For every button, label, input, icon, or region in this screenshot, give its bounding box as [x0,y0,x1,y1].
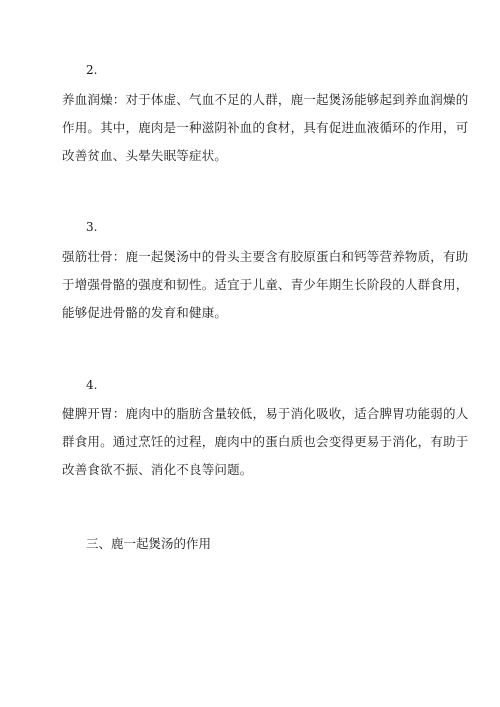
section-heading: 三、鹿一起煲汤的作用 [86,536,212,551]
paragraph-line: 于增强骨骼的强度和韧性。适宜于儿童、青少年期生长阶段的人群食用， [62,277,469,292]
item-number-2: 2. [86,63,98,77]
item-number-4: 4. [86,378,98,392]
paragraph-line: 改善贫血、头晕失眠等症状。 [62,148,228,163]
paragraph-line: 改善食欲不振、消化不良等问题。 [62,462,253,477]
paragraph-appetite [62,400,469,484]
paragraph-line: 能够促进骨骼的发育和健康。 [62,305,228,320]
paragraph-line: 作用。其中，鹿肉是一种滋阴补血的食材，具有促进血液循环的作用，可 [62,120,469,135]
paragraph-line: 养血润燥：对于体虚、气血不足的人群，鹿一起煲汤能够起到养血润燥的 [62,92,469,107]
item-number-3: 3. [86,220,98,234]
paragraph-line: 群食用。通过烹饪的过程，鹿肉中的蛋白质也会变得更易于消化，有助于 [62,434,469,449]
paragraph-strengthen-bones [62,243,469,327]
paragraph-line: 健脾开胃：鹿肉中的脂肪含量较低，易于消化吸收，适合脾胃功能弱的人 [62,406,469,421]
paragraph-nourish-blood [62,86,469,170]
paragraph-line: 强筋壮骨：鹿一起煲汤中的骨头主要含有胶原蛋白和钙等营养物质，有助 [62,249,469,264]
